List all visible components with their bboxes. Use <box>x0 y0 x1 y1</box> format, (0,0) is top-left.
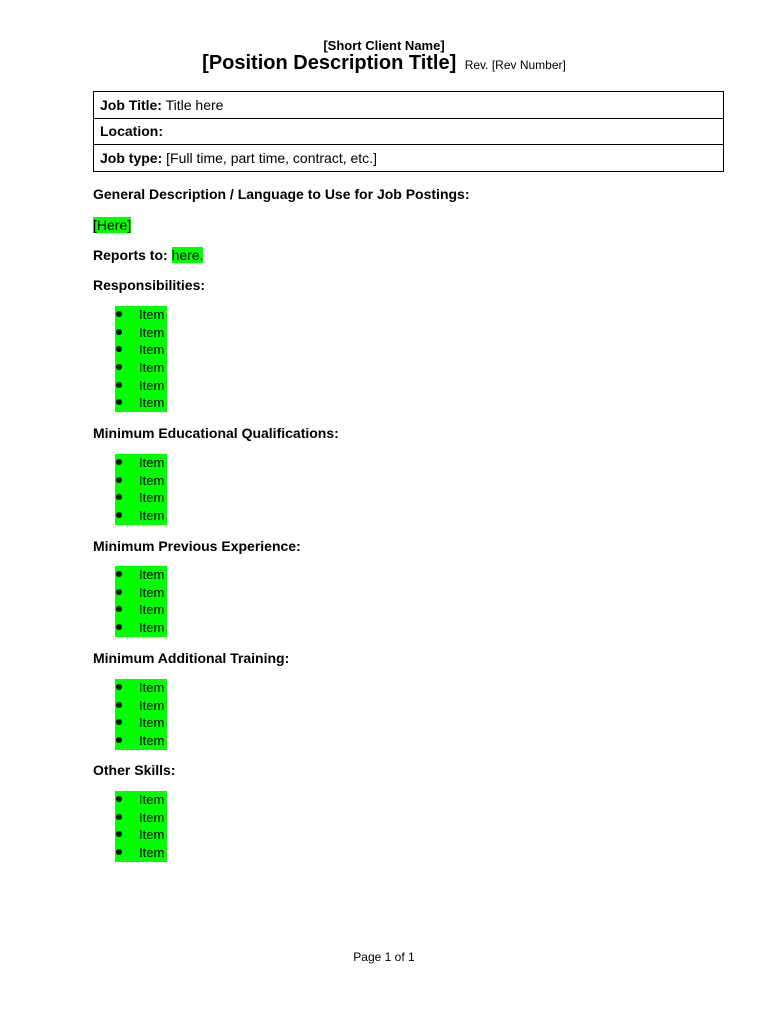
list-item <box>115 341 167 359</box>
list-item-text: Item <box>139 360 165 376</box>
responsibilities-heading: Responsibilities: <box>93 277 206 293</box>
bullet-icon <box>116 831 122 837</box>
list-item <box>115 791 167 809</box>
list-item <box>115 809 167 827</box>
list-item <box>115 601 167 619</box>
location-row <box>94 118 724 145</box>
list-item-text: Item <box>139 324 165 340</box>
list-item-text: Item <box>139 395 165 411</box>
bullet-icon <box>116 737 122 743</box>
list-item <box>115 324 167 342</box>
job-type-value: [Full time, part time, contract, etc.] <box>166 149 377 166</box>
job-title-row <box>94 92 724 119</box>
list-item <box>115 714 167 732</box>
list-item-text: Item <box>139 733 165 749</box>
bullet-icon <box>116 684 122 690</box>
list-item <box>115 394 167 412</box>
reports-to-label: Reports to: <box>93 247 168 263</box>
bullet-icon <box>116 364 122 370</box>
education-heading: Minimum Educational Qualifications: <box>93 425 339 441</box>
list-item <box>115 679 167 697</box>
experience-list <box>115 566 167 637</box>
client-name: [Short Client Name] <box>323 38 445 53</box>
revision-number: Rev. [Rev Number] <box>464 58 566 72</box>
bullet-icon <box>116 346 122 352</box>
list-item-text: Item <box>139 697 165 713</box>
list-item-text: Item <box>139 472 165 488</box>
list-item-text: Item <box>139 508 165 524</box>
education-list <box>115 454 167 525</box>
list-item <box>115 844 167 862</box>
training-list <box>115 679 167 750</box>
list-item-text: Item <box>139 455 165 470</box>
general-description-heading: General Description / Language to Use for Job Postings: <box>93 186 470 202</box>
job-type-row <box>94 145 724 172</box>
list-item-text: Item <box>139 715 165 731</box>
bullet-icon <box>116 624 122 630</box>
list-item <box>115 472 167 490</box>
bullet-icon <box>116 796 122 802</box>
list-item <box>115 697 167 715</box>
experience-heading: Minimum Previous Experience: <box>93 538 301 554</box>
list-item <box>115 454 167 472</box>
bullet-icon <box>116 382 122 388</box>
bullet-icon <box>116 849 122 855</box>
list-item <box>115 566 167 584</box>
job-type-label: Job type: <box>100 149 163 166</box>
bullet-icon <box>116 459 122 465</box>
bullet-icon <box>116 311 122 317</box>
bullet-icon <box>116 606 122 612</box>
list-item <box>115 489 167 507</box>
list-item <box>115 584 167 602</box>
list-item <box>115 306 167 324</box>
list-item-text: Item <box>139 620 165 636</box>
reports-to <box>93 247 203 263</box>
list-item-text: Item <box>139 307 165 322</box>
job-title-label: Job Title: <box>100 96 162 113</box>
bullet-icon <box>116 571 122 577</box>
list-item-text: Item <box>139 680 165 695</box>
bullet-icon <box>116 399 122 405</box>
bullet-icon <box>116 719 122 725</box>
list-item <box>115 619 167 637</box>
job-title-value: Title here <box>165 96 224 113</box>
list-item-text: Item <box>139 342 165 358</box>
list-item-text: Item <box>139 584 165 600</box>
document-title: [Position Description Title] <box>202 52 457 74</box>
list-item-text: Item <box>139 377 165 393</box>
list-item <box>115 377 167 395</box>
list-item <box>115 507 167 525</box>
bullet-icon <box>116 589 122 595</box>
list-item-text: Item <box>139 490 165 506</box>
other-skills-list <box>115 791 167 862</box>
list-item-text: Item <box>139 827 165 843</box>
general-description-text <box>93 217 131 233</box>
responsibilities-list <box>115 306 167 412</box>
location-label: Location: <box>100 123 163 140</box>
list-item-text: Item <box>139 567 165 582</box>
bullet-icon <box>116 702 122 708</box>
bullet-icon <box>116 512 122 518</box>
list-item <box>115 826 167 844</box>
title-line <box>0 52 768 75</box>
job-title-cell <box>94 92 724 119</box>
list-item-text: Item <box>139 845 165 861</box>
job-info-table <box>93 91 724 172</box>
bullet-icon <box>116 814 122 820</box>
reports-to-value: here. <box>171 247 204 263</box>
page-number: Page 1 of 1 <box>353 950 415 964</box>
training-heading: Minimum Additional Training: <box>93 650 290 666</box>
job-type-cell <box>94 145 724 172</box>
other-skills-heading: Other Skills: <box>93 762 176 778</box>
bullet-icon <box>116 494 122 500</box>
location-cell <box>94 118 724 145</box>
list-item-text: Item <box>139 602 165 618</box>
bullet-icon <box>116 477 122 483</box>
list-item-text: Item <box>139 792 165 807</box>
bullet-icon <box>116 329 122 335</box>
general-description-placeholder: [Here] <box>93 217 132 233</box>
list-item <box>115 732 167 750</box>
list-item <box>115 359 167 377</box>
list-item-text: Item <box>139 809 165 825</box>
